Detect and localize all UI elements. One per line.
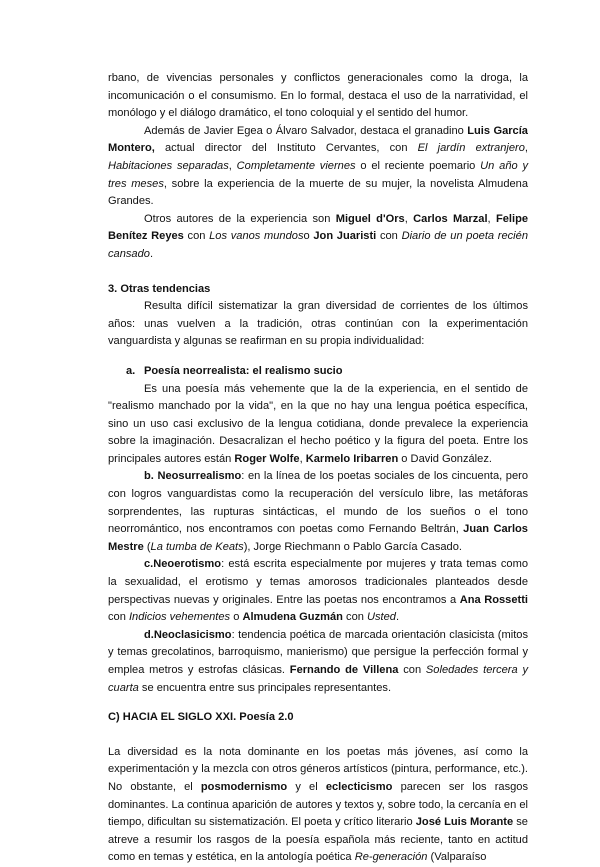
book-title: Los vanos mundos	[209, 230, 304, 243]
section-heading-siglo-xxi: C) HACIA EL SIGLO XXI. Poesía 2.0	[108, 711, 294, 724]
text: .	[149, 247, 154, 260]
text: actual director del Instituto Cervantes, con	[154, 142, 418, 155]
term-heading: d.Neoclasicismo	[144, 628, 232, 641]
book-title: La tumba de Keats	[150, 540, 244, 553]
text: : está escrita especialmente por mujeres y trata temas como la sexualidad, el erotismo y temas amorosos tradicionales planteados desde perspectivas nuevas y originales. Entre las poetas nos encontramos a	[108, 558, 528, 606]
author-name: Ana Rossetti	[459, 593, 528, 606]
intro-text: rbano, de vivencias personales y conflictos generacionales como la droga, la incomunicación o el consumismo. En lo formal, destaca el uso de la narratividad, el monólogo y el diálogo dramático, el tono coloquial y el sentido del humor.	[108, 72, 528, 120]
author-name: Almudena Guzmán	[242, 611, 343, 624]
neoclasicismo-paragraph	[108, 627, 528, 697]
book-title: Indicios vehementes	[128, 611, 231, 624]
text: o	[303, 230, 314, 243]
text: ), Jorge Riechmann o Pablo García Casado.	[243, 540, 462, 553]
subsection-heading-neorrealista	[108, 363, 528, 381]
text: Además de Javier Egea o Álvaro Salvador, destaca el granadino	[144, 124, 468, 137]
neosurrealismo-paragraph	[108, 468, 528, 556]
text: .	[395, 611, 400, 624]
subsection-title: Poesía neorrealista: el realismo sucio	[144, 364, 343, 377]
text: Otros autores de la experiencia son	[144, 212, 336, 225]
neorrealista-paragraph	[108, 381, 528, 469]
text: parecen ser los rasgos dominantes. La continua aparición de autores y textos y, sobre todo, la cercanía en el tiempo, dificultan su sistematización. El poeta y crítico literario	[108, 780, 528, 829]
text: con	[183, 230, 210, 243]
term: posmodernismo	[200, 780, 288, 793]
text: con	[398, 664, 426, 676]
text: se encuentra entre sus principales representantes.	[138, 681, 392, 694]
book-title: Re-generación	[354, 851, 428, 864]
document-page	[108, 70, 528, 867]
book-title: Soledades tercera y cuarta	[108, 664, 528, 694]
text: ,	[299, 452, 306, 465]
text: , sobre la experiencia de la muerte de su mujer, la novelista Almudena Grandes.	[108, 177, 529, 208]
text: o el reciente poemario	[355, 159, 481, 172]
text: Es una poesía más vehemente que la de la experiencia, en el sentido de "realismo manchado por la vida", en la que no hay una lengua poética específica, sino un uso casi exclusivo de la lengua cotidiana, donde prevalece la experiencia sobre la imaginación. Desacralizan el hecho poético y la figura del poeta. Entre los principales autores están	[108, 382, 528, 465]
term: eclecticismo	[325, 780, 393, 793]
term-heading: c.Neoerotismo	[144, 558, 222, 571]
author-name: Juan Carlos Mestre	[108, 523, 528, 553]
author-name: Carlos Marzal	[413, 212, 488, 225]
author-name: Karmelo Iribarren	[305, 452, 399, 465]
book-title: El jardín extranjero	[417, 142, 525, 155]
text: : tendencia poética de marcada orientación clasicista (mitos y temas grecolatinos, barroquismo, manierismo) que persigue la perfección formal y emplea metros y estrofas clásicas.	[108, 628, 528, 676]
text: con	[108, 611, 129, 624]
author-name: Fernando de Villena	[289, 664, 399, 676]
section-heading-otras-tendencias: 3. Otras tendencias	[108, 282, 211, 295]
author-name: Miguel d'Ors	[335, 212, 405, 225]
author-name: Roger Wolfe	[234, 452, 300, 465]
text: o	[230, 611, 243, 624]
list-letter: a.	[126, 364, 136, 377]
otras-tendencias-paragraph	[108, 298, 528, 351]
text: o David González.	[398, 452, 492, 465]
text: con	[376, 230, 402, 243]
text: ,	[487, 212, 496, 225]
text: y el	[287, 780, 326, 793]
text: (Valparaíso	[427, 851, 487, 864]
book-title: Habitaciones separadas	[108, 159, 229, 172]
author-name: José Luis Morante	[415, 816, 514, 829]
intro-paragraph	[108, 70, 528, 123]
text: : en la línea de los poetas sociales de los cincuenta, pero con logros vanguardistas como la recuperación del versículo libre, las metáforas sorprendentes, las rupturas sintácticas, el mundo de los sueños o el tono neorromántico, nos encontramos con poetas como Fernando Beltrán,	[108, 470, 528, 536]
author-name: Luis García Montero,	[108, 124, 528, 155]
text: ,	[524, 142, 528, 155]
text: se atreve a resumir los rasgos de la poesía española más reciente, tanto en actitud como en temas y estética, en la antología poética	[108, 816, 528, 864]
text: Resulta difícil sistematizar la gran diversidad de corrientes de los últimos años: unas vuelven a la tradición, otras continúan con la experimentación vanguardista y algunas se reafirman en su propia individualidad:	[108, 300, 528, 348]
book-title: Diario de un poeta recién cansado	[108, 230, 528, 260]
author-name: Felipe Benítez Reyes	[108, 212, 529, 243]
neoerotismo-paragraph	[108, 556, 528, 626]
book-title: Usted	[367, 611, 396, 624]
text: ,	[228, 159, 237, 172]
text: ,	[404, 212, 414, 225]
text: con	[342, 611, 367, 624]
author-name: Jon Juaristi	[313, 230, 377, 243]
siglo-xxi-paragraph	[108, 744, 528, 867]
text: La diversidad es la nota dominante en los poetas más jóvenes, así como la experimentación y la mezcla con otros géneros artísticos (pintura, performance, etc.). No obstante, el	[108, 745, 528, 793]
book-title: Un año y tres meses	[108, 159, 529, 190]
text: (	[143, 540, 151, 553]
other-authors-paragraph	[108, 211, 528, 264]
garcia-montero-paragraph	[108, 123, 528, 211]
book-title: Completamente viernes	[236, 159, 356, 172]
term-heading: b. Neosurrealismo	[144, 470, 242, 483]
